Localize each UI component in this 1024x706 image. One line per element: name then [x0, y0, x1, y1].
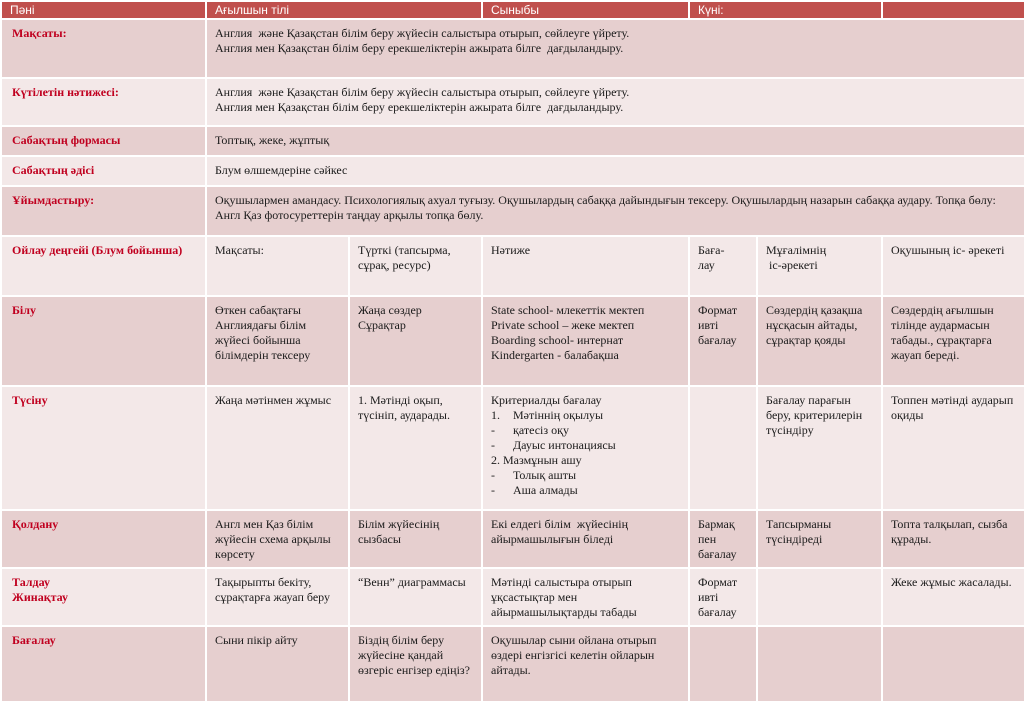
table-row [1, 386, 1024, 510]
row-teacher [757, 568, 882, 626]
col-header-stimulus: Түрткі (тапсырма, сұрақ, ресурс) [349, 236, 482, 296]
row-teacher: Бағалау парағын беру, критерилерін түсіндіру [757, 386, 882, 510]
info-value [206, 156, 1024, 186]
info-line: Блум өлшемдеріне сәйкес [215, 163, 348, 177]
header-subject: Пәні [1, 1, 206, 19]
row-teacher [757, 626, 882, 702]
table-row [1, 626, 1024, 702]
row-level: Қолдану [1, 510, 206, 568]
row-teacher: Тапсырманы түсіндіреді [757, 510, 882, 568]
info-value [206, 126, 1024, 156]
col-header-level: Ойлау деңгейі (Блум бойынша) [1, 236, 206, 296]
row-student: Жеке жұмыс жасалады. [882, 568, 1024, 626]
row-level: Білу [1, 296, 206, 386]
col-header-student: Оқушының іс- әрекеті [882, 236, 1024, 296]
info-row-expected-result [1, 78, 1024, 126]
info-label: Мақсаты: [1, 19, 206, 78]
row-goal: Сыни пікір айту [206, 626, 349, 702]
info-label: Күтілетін нәтижесі: [1, 78, 206, 126]
table-row [1, 510, 1024, 568]
info-row-goal [1, 19, 1024, 78]
col-header-assessment: Баға- лау [689, 236, 757, 296]
info-label: Сабақтың әдісі [1, 156, 206, 186]
row-student [882, 626, 1024, 702]
header-class: Сыныбы [482, 1, 689, 19]
row-result: State school- млекеттік мектеп Private school – жеке мектеп Boarding school- интернат Kindergarten - балабақша [482, 296, 689, 386]
info-value [206, 78, 1024, 126]
info-row-organization [1, 186, 1024, 236]
col-header-goal: Мақсаты: [206, 236, 349, 296]
column-header-row [1, 236, 1024, 296]
row-goal: Тақырыпты бекіту, сұрақтарға жауап беру [206, 568, 349, 626]
row-assessment: Формат ивті бағалау [689, 296, 757, 386]
col-header-teacher: Мұғалімнің іс-әрекеті [757, 236, 882, 296]
row-stimulus: “Венн” диаграммасы [349, 568, 482, 626]
info-line: Топтық, жеке, жұптық [215, 133, 330, 147]
row-student: Топта талқылап, сызба құрады. [882, 510, 1024, 568]
header-empty [882, 1, 1024, 19]
table-row [1, 568, 1024, 626]
col-header-result: Нәтиже [482, 236, 689, 296]
row-result: Критериалды бағалау 1. Мәтіннің оқылуы - қатесіз оқу - Дауыс интонациясы 2. Мазмұнын ашу - Толық ашты - Аша алмады [482, 386, 689, 510]
row-assessment [689, 386, 757, 510]
info-row-method [1, 156, 1024, 186]
row-stimulus: Біздің білім беру жүйесіне қандай өзгеріс енгізер едіңіз? [349, 626, 482, 702]
row-teacher: Сөздердің қазақша нұсқасын айтады, сұрақтар қояды [757, 296, 882, 386]
info-line: Англия және Қазақстан білім беру жүйесін салыстыра отырып, сөйлеуге үйрету. [215, 85, 630, 99]
info-line: Оқушылармен амандасу. Психологиялық ахуал туғызу. Оқушылардың сабаққа дайындығын тексеру. Оқушылардың назарын сабаққа аудару. Топқа бөлу: Англ Қаз фотосуреттерін таңдау арқылы топқа бөлу. [215, 193, 999, 222]
info-value [206, 19, 1024, 78]
row-assessment [689, 626, 757, 702]
row-level: Түсіну [1, 386, 206, 510]
info-line: Англия мен Қазақстан білім беру ерекшеліктерін ажырата білге дағдыландыру. [215, 41, 624, 55]
info-value [206, 186, 1024, 236]
header-date: Күні: [689, 1, 882, 19]
header-subject-value: Ағылшын тілі [206, 1, 482, 19]
row-stimulus: Білім жүйесінің сызбасы [349, 510, 482, 568]
info-line: Англия мен Қазақстан білім беру ерекшеліктерін ажырата білге дағдыландыру. [215, 100, 624, 114]
info-label: Сабақтың формасы [1, 126, 206, 156]
header-row [1, 1, 1024, 19]
info-row-form [1, 126, 1024, 156]
row-result: Оқушылар сыни ойлана отырып өздері енгізгісі келетін ойларын айтады. [482, 626, 689, 702]
row-result: Екі елдегі білім жүйесінің айырмашылығын біледі [482, 510, 689, 568]
row-level: Бағалау [1, 626, 206, 702]
row-result: Мәтінді салыстыра отырып ұқсастықтар мен айырмашылықтарды табады [482, 568, 689, 626]
row-stimulus: Жаңа сөздер Сұрақтар [349, 296, 482, 386]
table-row [1, 296, 1024, 386]
info-label: Ұйымдастыру: [1, 186, 206, 236]
row-assessment: Бармақ пен бағалау [689, 510, 757, 568]
info-line: Англия және Қазақстан білім беру жүйесін салыстыра отырып, сөйлеуге үйрету. [215, 26, 630, 40]
row-student: Топпен мәтінді аударып оқиды [882, 386, 1024, 510]
row-level: Талдау Жинақтау [1, 568, 206, 626]
row-stimulus: 1. Мәтінді оқып, түсініп, аударады. [349, 386, 482, 510]
row-goal: Жаңа мәтінмен жұмыс [206, 386, 349, 510]
row-goal: Англ мен Қаз білім жүйесін схема арқылы көрсету [206, 510, 349, 568]
row-assessment: Формат ивті бағалау [689, 568, 757, 626]
row-goal: Өткен сабақтағы Англиядағы білім жүйесі бойынша білімдерін тексеру [206, 296, 349, 386]
row-student: Сөздердің ағылшын тілінде аудармасын табады., сұрақтарға жауап береді. [882, 296, 1024, 386]
